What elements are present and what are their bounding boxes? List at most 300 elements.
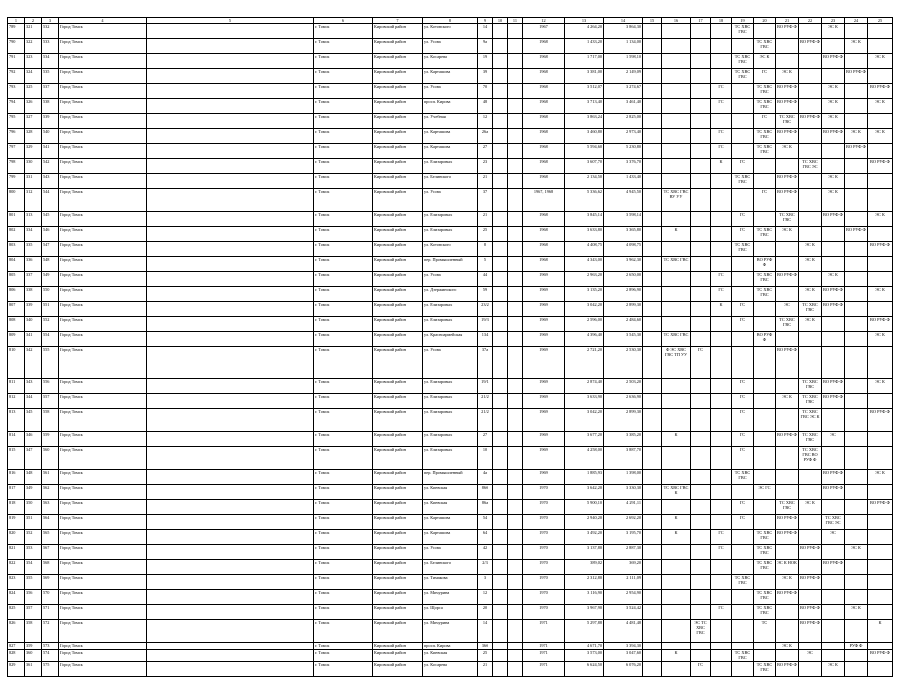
table-cell: 1971 <box>523 620 565 643</box>
column-number-header: 11 <box>508 18 523 24</box>
table-cell <box>691 129 711 144</box>
table-cell <box>822 575 845 590</box>
table-cell: ВО РУФ Ф <box>799 545 822 560</box>
table-cell <box>732 189 754 212</box>
table-cell <box>732 485 754 500</box>
table-cell <box>508 590 523 605</box>
table-cell <box>493 84 508 99</box>
table-cell <box>822 500 845 515</box>
table-cell: 1969 <box>523 332 565 347</box>
table-cell: 535 <box>42 69 59 84</box>
table-cell: ВО РУФ Ф <box>799 114 822 129</box>
table-cell <box>799 332 822 347</box>
table-cell <box>643 447 662 470</box>
table-cell <box>868 515 893 530</box>
table-cell: 1970 <box>523 560 565 575</box>
table-cell <box>493 332 508 347</box>
table-cell: 789 <box>8 24 25 39</box>
table-cell <box>493 144 508 159</box>
table-cell <box>662 174 691 189</box>
table-cell: ГС <box>732 432 754 447</box>
table-cell: Кировский район <box>373 272 423 287</box>
table-cell: К <box>662 432 691 447</box>
table-cell: 1968 <box>523 227 565 242</box>
table-row <box>8 394 893 409</box>
column-number-header: 17 <box>691 18 711 24</box>
table-cell <box>147 347 314 379</box>
table-cell <box>845 515 868 530</box>
table-cell <box>147 394 314 409</box>
table-cell: 4 264,20 <box>565 24 604 39</box>
table-cell: 4 481,48 <box>604 620 643 643</box>
table-cell: ТС ХВС ГВС <box>662 332 691 347</box>
table-cell <box>662 159 691 174</box>
table-cell: 2 530,30 <box>604 347 643 379</box>
table-cell <box>868 69 893 84</box>
table-cell: 829 <box>8 662 25 677</box>
table-cell <box>691 84 711 99</box>
table-cell <box>754 643 776 650</box>
table-cell <box>662 69 691 84</box>
table-cell: ТС <box>754 620 776 643</box>
table-cell <box>493 530 508 545</box>
table-cell: Город Томск <box>59 114 147 129</box>
table-cell: ГС <box>754 114 776 129</box>
table-cell <box>147 54 314 69</box>
table-cell <box>754 409 776 432</box>
table-cell <box>662 409 691 432</box>
table-cell: ТС ХВС ГВС <box>732 24 754 39</box>
table-cell: ул. Карташова <box>423 530 478 545</box>
table-cell: ТС ХВС ГВС ЭС К <box>799 409 822 432</box>
table-cell <box>868 39 893 54</box>
table-cell: ВО РУФ Ф <box>776 272 799 287</box>
table-cell: Кировский район <box>373 545 423 560</box>
table-cell <box>799 227 822 242</box>
table-cell <box>776 470 799 485</box>
table-cell: ЭС К <box>868 470 893 485</box>
table-cell: 21 <box>478 662 493 677</box>
table-cell: ГС <box>732 212 754 227</box>
table-row <box>8 114 893 129</box>
table-row <box>8 620 893 643</box>
table-cell <box>845 485 868 500</box>
table-cell <box>799 212 822 227</box>
table-cell: ул. Усова <box>423 39 478 54</box>
table-cell: 820 <box>8 530 25 545</box>
table-row <box>8 129 893 144</box>
table-cell <box>662 620 691 643</box>
table-cell: ГС <box>711 287 732 302</box>
table-cell: Город Томск <box>59 620 147 643</box>
table-cell: 1 433,20 <box>565 39 604 54</box>
table-cell: г. Томск <box>314 69 373 84</box>
table-cell: 1968 <box>523 242 565 257</box>
table-cell: 1970 <box>523 545 565 560</box>
table-cell: 2 503,20 <box>604 379 643 394</box>
table-cell <box>711 650 732 662</box>
table-cell: г. Томск <box>314 287 373 302</box>
table-row <box>8 302 893 317</box>
table-cell: ТС ХВС ГВС <box>776 317 799 332</box>
table-cell <box>508 69 523 84</box>
table-cell: 3 642,20 <box>565 485 604 500</box>
table-cell: ВО РУФ Ф <box>754 332 776 347</box>
table-cell <box>711 575 732 590</box>
table-cell <box>508 287 523 302</box>
table-cell: ул. Мичурина <box>423 590 478 605</box>
table-row <box>8 242 893 257</box>
table-cell <box>508 560 523 575</box>
table-cell: г. Томск <box>314 144 373 159</box>
table-cell <box>662 662 691 677</box>
table-cell <box>643 272 662 287</box>
table-cell <box>711 114 732 129</box>
table-cell: ГС <box>732 447 754 470</box>
table-cell <box>754 159 776 174</box>
table-cell <box>754 347 776 379</box>
table-row <box>8 39 893 54</box>
table-cell <box>508 332 523 347</box>
table-cell <box>691 409 711 432</box>
table-cell <box>822 332 845 347</box>
table-cell: г. Томск <box>314 545 373 560</box>
table-row <box>8 485 893 500</box>
table-cell: 547 <box>42 242 59 257</box>
table-cell: ТС ХВС ГВС <box>732 54 754 69</box>
column-number-header: 13 <box>565 18 604 24</box>
table-cell <box>662 144 691 159</box>
table-cell: Кировский район <box>373 332 423 347</box>
table-cell: ЭС К <box>776 69 799 84</box>
table-cell: ВО РУФ Ф <box>776 515 799 530</box>
table-cell: Город Томск <box>59 485 147 500</box>
table-cell: ГС <box>711 530 732 545</box>
table-cell <box>711 257 732 272</box>
table-cell: 812 <box>8 394 25 409</box>
table-cell: Город Томск <box>59 347 147 379</box>
table-cell: Кировский район <box>373 379 423 394</box>
table-cell: ВО РУФ Ф <box>799 620 822 643</box>
table-cell: 551 <box>42 302 59 317</box>
table-cell: 324 <box>25 69 42 84</box>
table-cell: 134 <box>478 332 493 347</box>
table-cell: ул. Киевская <box>423 650 478 662</box>
table-cell: ВО РУФ Ф <box>845 144 868 159</box>
table-cell <box>691 575 711 590</box>
table-cell: ул. Елизаровых <box>423 159 478 174</box>
table-cell: 8 <box>478 242 493 257</box>
table-cell <box>711 485 732 500</box>
table-cell <box>662 575 691 590</box>
table-cell: г. Томск <box>314 257 373 272</box>
table-cell: 37 <box>478 189 493 212</box>
table-cell <box>754 447 776 470</box>
table-cell <box>508 317 523 332</box>
table-cell: 1969 <box>523 287 565 302</box>
table-cell <box>868 485 893 500</box>
table-cell: 2 940,20 <box>565 515 604 530</box>
table-cell: 1969 <box>523 394 565 409</box>
table-cell: 358 <box>25 620 42 643</box>
table-cell: 3 461,40 <box>604 99 643 114</box>
table-cell: ЭС К <box>822 189 845 212</box>
table-cell: ТС ХВС ГВС ВО РУФ Ф <box>799 447 822 470</box>
table-cell: 359 <box>25 643 42 650</box>
table-cell: 3 864,30 <box>604 24 643 39</box>
table-cell: 23/2 <box>478 302 493 317</box>
table-cell: 39 <box>478 69 493 84</box>
table-cell: 349 <box>25 485 42 500</box>
table-cell: Кировский район <box>373 662 423 677</box>
table-cell: г. Томск <box>314 650 373 662</box>
table-cell: 3 274,67 <box>604 84 643 99</box>
table-cell: 36б <box>478 643 493 650</box>
table-cell <box>643 317 662 332</box>
table-cell: 543 <box>42 174 59 189</box>
table-cell: Кировский район <box>373 485 423 500</box>
table-cell: Кировский район <box>373 530 423 545</box>
table-cell: 10 <box>478 447 493 470</box>
table-cell: 6 624,50 <box>565 662 604 677</box>
table-cell: К <box>662 530 691 545</box>
table-cell <box>493 650 508 662</box>
table-cell <box>711 515 732 530</box>
table-cell <box>845 394 868 409</box>
table-cell <box>508 99 523 114</box>
table-row <box>8 530 893 545</box>
table-cell <box>799 174 822 189</box>
table-cell: 27 <box>478 432 493 447</box>
table-cell <box>691 39 711 54</box>
table-cell: Город Томск <box>59 84 147 99</box>
table-cell <box>508 432 523 447</box>
table-cell: 2 134,50 <box>565 174 604 189</box>
table-cell: ул. Щорса <box>423 605 478 620</box>
table-cell <box>822 605 845 620</box>
table-cell: 2 954,90 <box>604 590 643 605</box>
table-cell <box>508 114 523 129</box>
table-cell: ЭС К <box>868 379 893 394</box>
table-cell <box>493 114 508 129</box>
table-cell <box>662 394 691 409</box>
table-cell: 569 <box>42 575 59 590</box>
table-cell: ГС <box>732 227 754 242</box>
table-cell: 353 <box>25 545 42 560</box>
table-cell <box>754 24 776 39</box>
table-cell: 792 <box>8 69 25 84</box>
table-cell: 21 <box>478 174 493 189</box>
table-cell: 350 <box>25 500 42 515</box>
table-cell <box>662 242 691 257</box>
table-cell: г. Томск <box>314 590 373 605</box>
table-cell <box>493 69 508 84</box>
table-cell: 1969 <box>523 302 565 317</box>
table-cell: ЭС К <box>868 99 893 114</box>
table-cell: ЭС К <box>822 84 845 99</box>
table-cell: г. Томск <box>314 470 373 485</box>
table-cell: Город Томск <box>59 662 147 677</box>
table-cell: ЭС К <box>845 129 868 144</box>
table-cell: Кировский район <box>373 432 423 447</box>
table-cell <box>732 332 754 347</box>
table-cell <box>508 39 523 54</box>
table-row <box>8 159 893 174</box>
table-cell: ЭС К <box>868 212 893 227</box>
table-cell: г. Томск <box>314 605 373 620</box>
table-cell: 346 <box>25 432 42 447</box>
table-row <box>8 470 893 485</box>
table-cell: Кировский район <box>373 590 423 605</box>
table-cell: 1970 <box>523 515 565 530</box>
table-row <box>8 500 893 515</box>
table-cell: г. Томск <box>314 24 373 39</box>
table-cell: 826 <box>8 620 25 643</box>
table-cell: г. Томск <box>314 332 373 347</box>
table-cell <box>493 545 508 560</box>
table-cell: ГС <box>691 662 711 677</box>
column-number-header: 23 <box>822 18 845 24</box>
table-cell <box>754 174 776 189</box>
table-cell: 563 <box>42 500 59 515</box>
table-cell: 564 <box>42 515 59 530</box>
table-cell <box>691 99 711 114</box>
table-cell: Город Томск <box>59 650 147 662</box>
table-cell: 3 385,20 <box>604 432 643 447</box>
table-cell: ул. Усова <box>423 272 478 287</box>
table-cell <box>508 545 523 560</box>
table-cell: 821 <box>8 545 25 560</box>
table-cell <box>508 24 523 39</box>
table-cell <box>493 242 508 257</box>
table-cell <box>147 500 314 515</box>
table-cell <box>662 643 691 650</box>
table-cell <box>845 99 868 114</box>
table-cell <box>845 257 868 272</box>
table-cell: ул. Елизаровых <box>423 302 478 317</box>
table-cell <box>147 272 314 287</box>
table-cell <box>845 409 868 432</box>
table-cell: 323 <box>25 54 42 69</box>
table-cell <box>799 24 822 39</box>
table-cell: 798 <box>8 159 25 174</box>
table-cell: 331 <box>25 174 42 189</box>
table-cell <box>508 347 523 379</box>
table-cell <box>776 159 799 174</box>
table-cell <box>508 530 523 545</box>
table-cell <box>493 212 508 227</box>
table-cell: Кировский район <box>373 227 423 242</box>
table-cell: ВО РУФ Ф <box>776 530 799 545</box>
table-cell: 26а <box>478 129 493 144</box>
table-cell: 357 <box>25 605 42 620</box>
table-cell: Кировский район <box>373 144 423 159</box>
table-cell <box>732 257 754 272</box>
table-cell: Город Томск <box>59 394 147 409</box>
table-cell <box>147 99 314 114</box>
table-cell <box>822 447 845 470</box>
table-cell: ТС ХВС ГВС <box>799 379 822 394</box>
table-cell <box>754 394 776 409</box>
table-cell: ГС <box>732 394 754 409</box>
table-cell: ул. Киевская <box>423 485 478 500</box>
table-cell <box>691 272 711 287</box>
table-row <box>8 447 893 470</box>
column-number-header: 24 <box>845 18 868 24</box>
table-cell <box>776 605 799 620</box>
table-cell <box>691 114 711 129</box>
table-cell <box>845 379 868 394</box>
table-cell <box>711 332 732 347</box>
table-cell <box>493 272 508 287</box>
table-cell: ВО РУФ Ф <box>776 24 799 39</box>
table-cell <box>493 317 508 332</box>
column-number-header: 12 <box>523 18 565 24</box>
table-cell: 351 <box>25 515 42 530</box>
table-cell: ЭС К <box>845 39 868 54</box>
table-cell: 803 <box>8 242 25 257</box>
table-cell: 793 <box>8 84 25 99</box>
table-cell: ТС ХВС ГВС К <box>662 485 691 500</box>
table-cell <box>868 347 893 379</box>
table-cell <box>845 159 868 174</box>
table-cell: ГС <box>732 302 754 317</box>
table-cell: 3 042,20 <box>565 302 604 317</box>
table-cell: Кировский район <box>373 500 423 515</box>
table-cell <box>711 394 732 409</box>
table-cell: г. Томск <box>314 317 373 332</box>
table-cell <box>147 332 314 347</box>
table-cell <box>754 470 776 485</box>
table-cell <box>643 605 662 620</box>
table-cell: 44 <box>478 272 493 287</box>
table-cell: 1970 <box>523 590 565 605</box>
table-cell <box>732 530 754 545</box>
table-cell: Город Томск <box>59 447 147 470</box>
table-cell: Кировский район <box>373 287 423 302</box>
table-cell: 64 <box>478 530 493 545</box>
table-cell: 1969 <box>523 347 565 379</box>
table-cell <box>508 605 523 620</box>
table-cell <box>147 287 314 302</box>
table-cell <box>493 99 508 114</box>
table-cell <box>691 650 711 662</box>
table-cell <box>643 174 662 189</box>
table-cell: Город Томск <box>59 174 147 189</box>
table-cell: 817 <box>8 485 25 500</box>
table-cell <box>691 174 711 189</box>
table-cell <box>845 590 868 605</box>
table-cell: 48 <box>478 99 493 114</box>
table-cell <box>508 650 523 662</box>
table-cell: 794 <box>8 99 25 114</box>
table-cell: 562 <box>42 485 59 500</box>
table-cell: Кировский район <box>373 257 423 272</box>
table-cell: ГС <box>732 379 754 394</box>
table-cell: 2 312,80 <box>565 575 604 590</box>
table-cell: 4 671,70 <box>565 643 604 650</box>
housing-register-table <box>7 17 893 677</box>
table-cell <box>493 560 508 575</box>
table-cell: ТС ХВС ГВС <box>776 114 799 129</box>
table-cell <box>493 620 508 643</box>
table-cell: 4 408,75 <box>565 242 604 257</box>
table-cell: г. Томск <box>314 575 373 590</box>
table-cell <box>754 317 776 332</box>
table-cell <box>732 620 754 643</box>
table-cell: Кировский район <box>373 54 423 69</box>
table-cell <box>508 174 523 189</box>
